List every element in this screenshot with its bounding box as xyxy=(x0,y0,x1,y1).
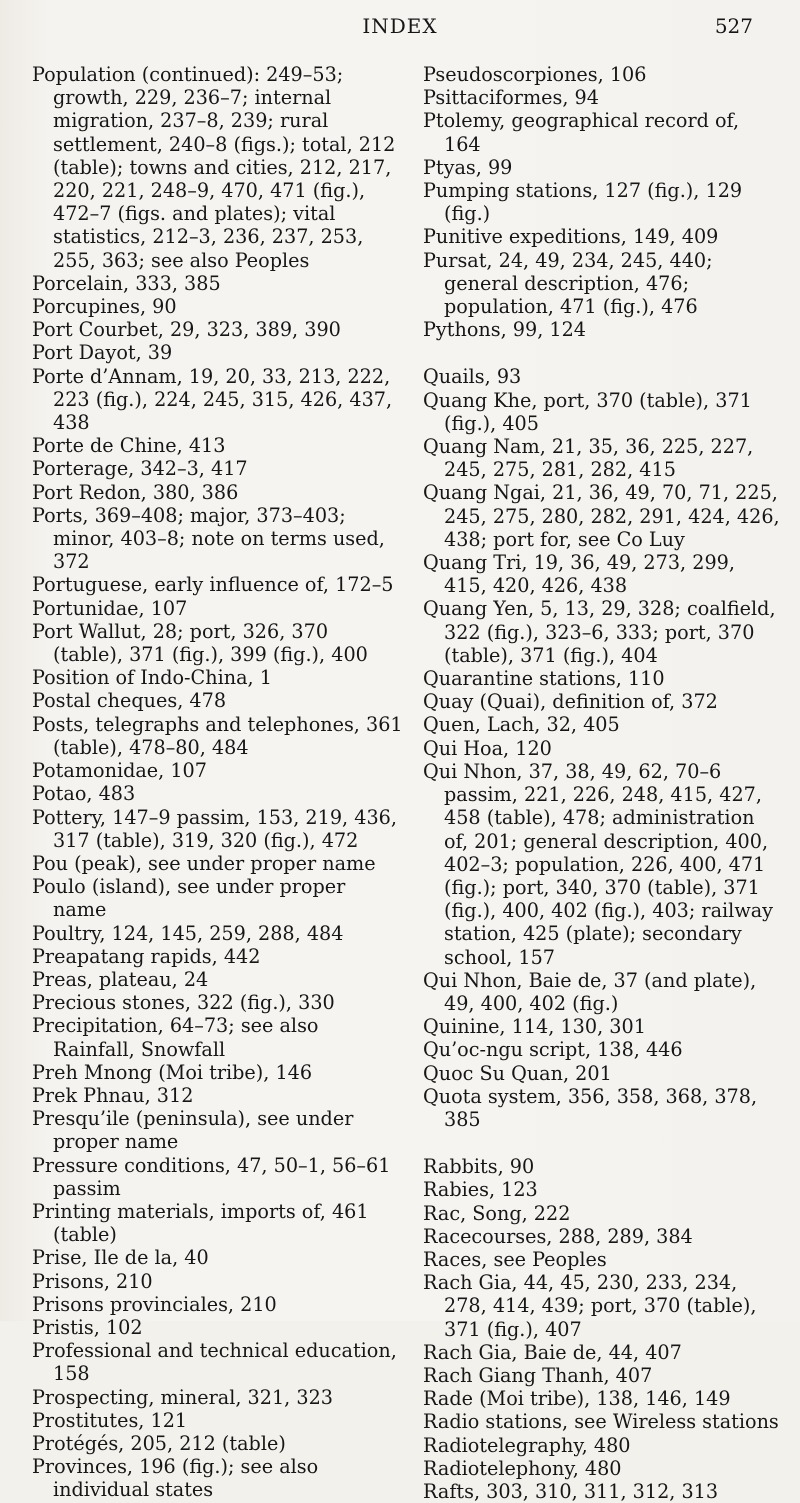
index-entry: Ptyas, 99 xyxy=(423,155,513,179)
index-entry: Radio stations, see Wireless stations xyxy=(423,1410,779,1434)
index-entry: Pumping stations, 127 (fig.), 129 (fig.) xyxy=(423,179,743,226)
index-entry: Rach Giang Thanh, 407 xyxy=(423,1363,653,1387)
index-entry: Psittaciformes, 94 xyxy=(423,86,599,110)
index-entry: Rabbits, 90 xyxy=(423,1155,535,1179)
index-entry: Preh Mnong (Moi tribe), 146 xyxy=(32,1060,313,1084)
index-entry: Punitive expeditions, 149, 409 xyxy=(423,225,719,249)
index-entry: Races, see Peoples xyxy=(423,1247,607,1271)
index-entry: Radiotelegraphy, 480 xyxy=(423,1433,631,1457)
page-number: 527 xyxy=(714,14,753,38)
index-entry: Presqu’ile (peninsula), see under proper name xyxy=(32,1107,354,1154)
left-column xyxy=(32,63,404,1502)
index-entry: Rac, Song, 222 xyxy=(423,1201,571,1225)
index-letter-gap xyxy=(423,1131,781,1155)
index-entry: Poulo (island), see under proper name xyxy=(32,875,346,922)
index-entry: Quang Nam, 21, 35, 36, 225, 227, 245, 275, 281, 282, 415 xyxy=(423,435,754,482)
index-entry: Quota system, 356, 358, 368, 378, 385 xyxy=(423,1084,758,1131)
index-entry: Rabies, 123 xyxy=(423,1178,538,1202)
page-title: INDEX xyxy=(362,14,438,38)
index-entry: Qu’oc-ngu script, 138, 446 xyxy=(423,1038,683,1062)
index-entry: Pristis, 102 xyxy=(32,1315,143,1339)
index-entry: Prise, Ile de la, 40 xyxy=(32,1246,209,1270)
index-entry: Potamonidae, 107 xyxy=(32,759,207,783)
index-entry: Quen, Lach, 32, 405 xyxy=(423,713,620,737)
index-entry: Postal cheques, 478 xyxy=(32,689,227,713)
index-entry: Population (continued): 249–53; growth, 229, 236–7; internal migration, 237–8, 239; rural settlement, 240–8 (figs.); total, 212 (table); towns and cities, 212, 217, 220, 221, 248–9, 470, 471 (fig.), 472–7 (figs. and plates); vital statistics, 212–3, 236, 237, 253, 255, 363; see also Peoples xyxy=(32,63,396,272)
index-entry: Port Courbet, 29, 323, 389, 390 xyxy=(32,318,341,342)
index-entry: Prospecting, mineral, 321, 323 xyxy=(32,1385,333,1409)
index-entry: Prisons provinciales, 210 xyxy=(32,1292,277,1316)
index-entry: Port Dayot, 39 xyxy=(32,341,173,365)
index-entry: Ptolemy, geographical record of, 164 xyxy=(423,109,740,156)
index-entry: Porcupines, 90 xyxy=(32,295,177,319)
index-entry: Pseudoscorpiones, 106 xyxy=(423,63,647,86)
index-entry: Posts, telegraphs and telephones, 361 (table), 478–80, 484 xyxy=(32,712,403,759)
index-entry: Quails, 93 xyxy=(423,365,522,389)
index-entry: Quang Khe, port, 370 (table), 371 (fig.), 405 xyxy=(423,388,752,435)
index-entry: Qui Nhon, 37, 38, 49, 62, 70–6 passim, 221, 226, 248, 415, 427, 458 (table), 478; administration of, 201; general description, 400, 402–3; population, 226, 400, 471 (fig.); port, 340, 370 (table), 371 (fig.), 400, 402 (fig.), 403; railway station, 425 (plate); secondary school, 157 xyxy=(423,759,774,969)
index-entry: Porterage, 342–3, 417 xyxy=(32,457,248,481)
index-entry: Portunidae, 107 xyxy=(32,596,188,620)
index-entry: Ports, 369–408; major, 373–403; minor, 403–8; note on terms used, 372 xyxy=(32,503,385,574)
index-entry: Prek Phnau, 312 xyxy=(32,1083,194,1107)
index-entry: Poultry, 124, 145, 259, 288, 484 xyxy=(32,921,344,945)
index-entry: Qui Hoa, 120 xyxy=(423,736,552,760)
index-entry: Pythons, 99, 124 xyxy=(423,318,587,342)
index-entry: Quay (Quai), definition of, 372 xyxy=(423,690,718,714)
index-letter-gap xyxy=(423,341,781,365)
index-entry: Protégés, 205, 212 (table) xyxy=(32,1431,286,1455)
index-entry: Porte de Chine, 413 xyxy=(32,434,226,458)
index-entry: Qui Nhon, Baie de, 37 (and plate), 49, 400, 402 (fig.) xyxy=(423,968,757,1015)
index-entry: Precious stones, 322 (fig.), 330 xyxy=(32,991,335,1015)
index-entry: Radiotelephony, 480 xyxy=(423,1456,622,1480)
index-entry: Preas, plateau, 24 xyxy=(32,967,209,991)
index-entry: Provinces, 196 (fig.); see also individual states xyxy=(32,1455,319,1502)
index-entry: Rade (Moi tribe), 138, 146, 149 xyxy=(423,1387,731,1411)
index-entry: Prostitutes, 121 xyxy=(32,1408,188,1432)
index-entry: Preapatang rapids, 442 xyxy=(32,944,261,968)
running-head xyxy=(0,14,800,40)
index-entry: Racecourses, 288, 289, 384 xyxy=(423,1224,693,1248)
index-entry: Rach Gia, Baie de, 44, 407 xyxy=(423,1340,682,1364)
index-entry: Porte d’Annam, 19, 20, 33, 213, 222, 223 (fig.), 224, 245, 315, 426, 437, 438 xyxy=(32,364,393,435)
index-entry: Quang Yen, 5, 13, 29, 328; coalfield, 322 (fig.), 323–6, 333; port, 370 (table), 371 (fig.), 404 xyxy=(423,597,776,667)
index-entry: Quoc Su Quan, 201 xyxy=(423,1061,612,1085)
index-entry: Pou (peak), see under proper name xyxy=(32,851,376,875)
index-entry: Printing materials, imports of, 461 (table) xyxy=(32,1199,369,1247)
index-entry: Port Wallut, 28; port, 326, 370 (table), 371 (fig.), 399 (fig.), 400 xyxy=(32,619,368,667)
index-entry: Port Redon, 380, 386 xyxy=(32,480,239,504)
index-entry: Pressure conditions, 47, 50–1, 56–61 passim xyxy=(32,1153,391,1200)
index-entry: Position of Indo-China, 1 xyxy=(32,666,272,690)
index-entry: Pottery, 147–9 passim, 153, 219, 436, 317 (table), 319, 320 (fig.), 472 xyxy=(32,805,397,852)
right-column xyxy=(423,63,781,1503)
index-entry: Rach Gia, 44, 45, 230, 233, 234, 278, 414, 439; port, 370 (table), 371 (fig.), 407 xyxy=(423,1271,757,1341)
index-entry: Prisons, 210 xyxy=(32,1269,153,1293)
index-entry: Quang Ngai, 21, 36, 49, 70, 71, 225, 245, 275, 280, 282, 291, 424, 426, 438; port for, see Co Luy xyxy=(423,481,780,551)
index-entry: Quinine, 114, 130, 301 xyxy=(423,1015,646,1039)
index-entry: Professional and technical education, 158 xyxy=(32,1339,397,1386)
index-entry: Rafts, 303, 310, 311, 312, 313 xyxy=(423,1479,719,1503)
index-entry: Porcelain, 333, 385 xyxy=(32,271,221,295)
index-entry: Potao, 483 xyxy=(32,782,136,806)
index-entry: Quarantine stations, 110 xyxy=(423,667,665,691)
index-entry: Quang Tri, 19, 36, 49, 273, 299, 415, 420, 426, 438 xyxy=(423,551,735,598)
index-entry: Portuguese, early influence of, 172–5 xyxy=(32,573,394,597)
index-entry: Precipitation, 64–73; see also Rainfall, Snowfall xyxy=(32,1014,319,1061)
index-entry: Pursat, 24, 49, 234, 245, 440; general description, 476; population, 471 (fig.), 476 xyxy=(423,248,713,319)
